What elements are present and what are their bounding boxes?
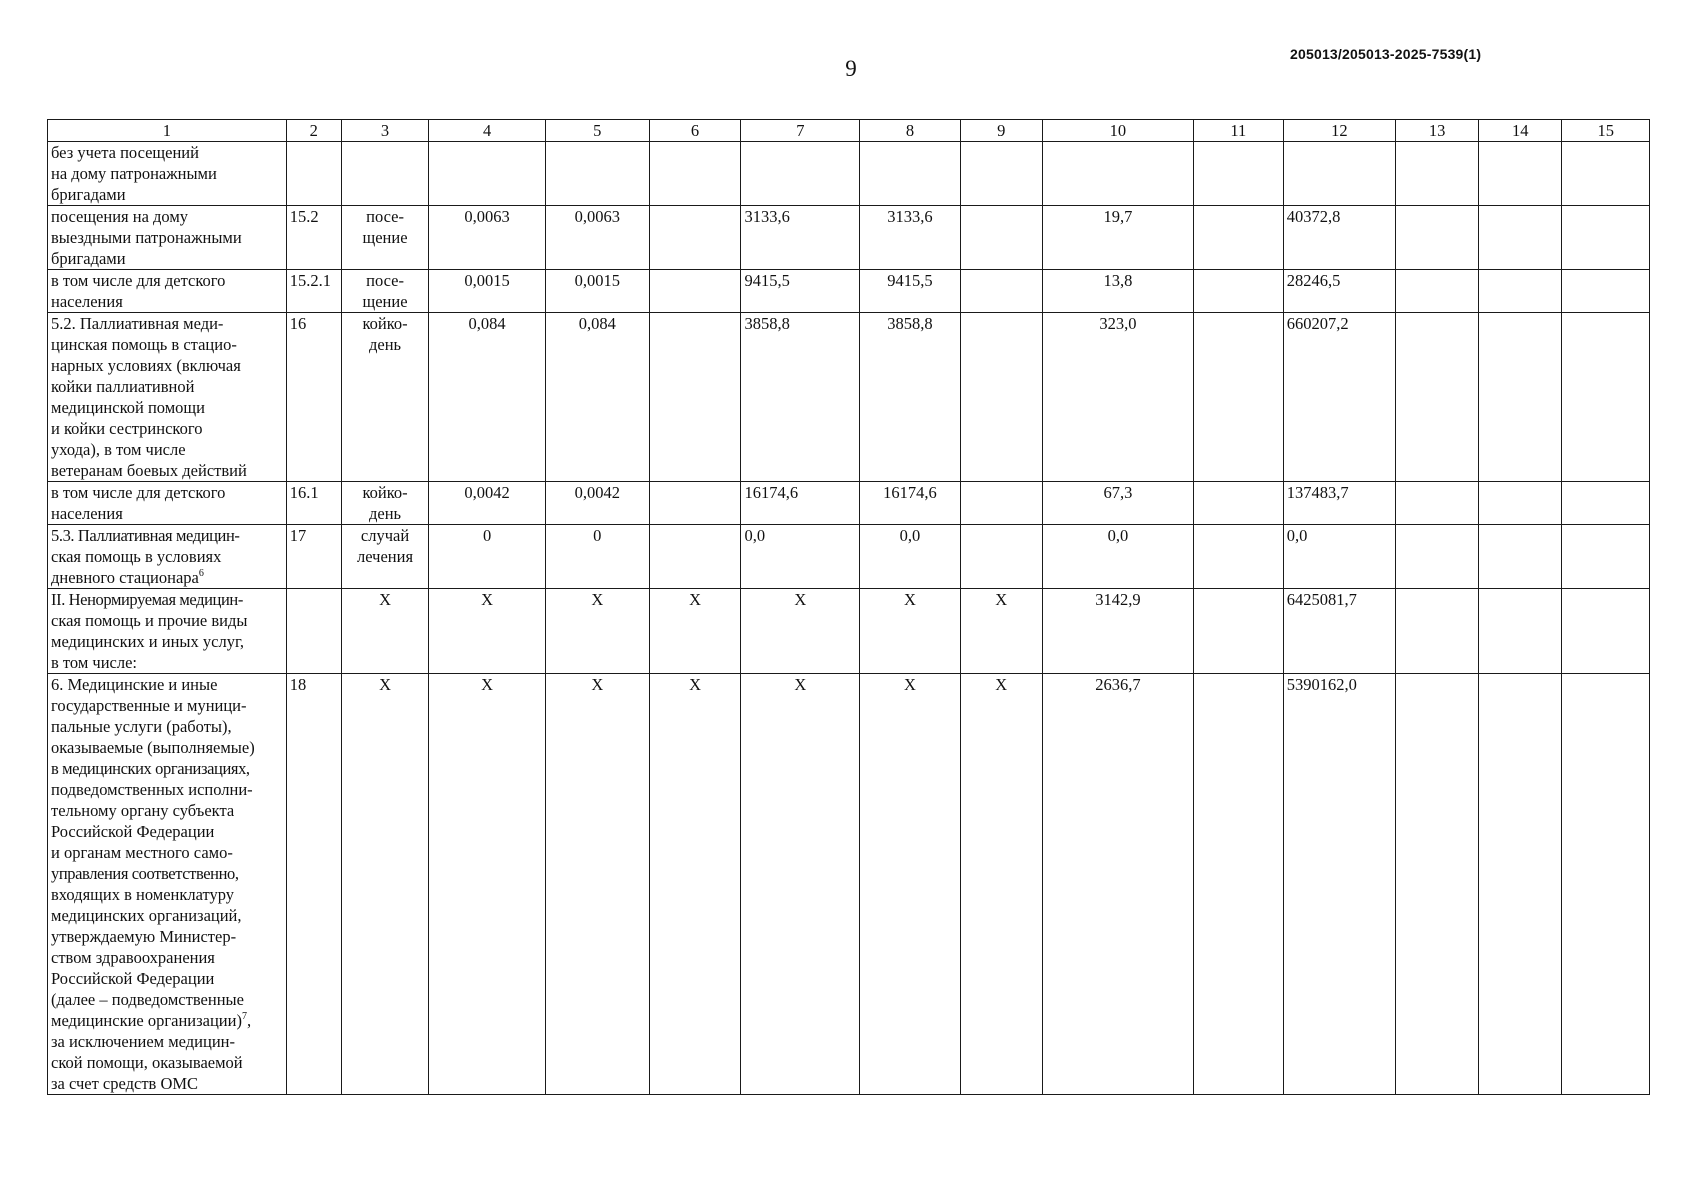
cell-col-13 xyxy=(1396,270,1479,313)
cell-col-7: 3133,6 xyxy=(741,206,860,270)
cell-col-9 xyxy=(960,206,1042,270)
cell-col-12: 0,0 xyxy=(1283,525,1395,589)
cell-col-8: 3858,8 xyxy=(860,313,960,482)
row-name-line: населения xyxy=(51,504,123,523)
cell-col-13 xyxy=(1396,525,1479,589)
cell-col-4: 0,0015 xyxy=(429,270,546,313)
cell-col-7 xyxy=(741,142,860,206)
row-name-line: 6. Медицинские и иные xyxy=(51,675,218,694)
cell-col-9 xyxy=(960,482,1042,525)
cell-col-12: 660207,2 xyxy=(1283,313,1395,482)
row-unit-cell xyxy=(341,142,428,206)
cell-col-5: X xyxy=(545,674,649,1095)
cell-col-14 xyxy=(1479,525,1562,589)
column-number-cell: 2 xyxy=(286,120,341,142)
cell-col-11 xyxy=(1194,589,1284,674)
cell-col-12: 6425081,7 xyxy=(1283,589,1395,674)
cell-col-4: 0,0042 xyxy=(429,482,546,525)
cell-col-4: X xyxy=(429,589,546,674)
table-row xyxy=(48,525,1650,589)
row-unit-cell xyxy=(341,482,428,525)
cell-col-5: 0 xyxy=(545,525,649,589)
column-number-cell: 7 xyxy=(741,120,860,142)
row-code-cell: 16.1 xyxy=(286,482,341,525)
row-name-line: управления соответственно, xyxy=(51,864,239,883)
row-unit-line: посе- xyxy=(366,207,404,226)
cell-col-10: 13,8 xyxy=(1042,270,1193,313)
cell-col-10: 19,7 xyxy=(1042,206,1193,270)
page-number: 9 xyxy=(845,56,857,81)
row-name-line: медицинских организаций, xyxy=(51,906,242,925)
cell-col-11 xyxy=(1194,674,1284,1095)
cell-col-4: 0,0063 xyxy=(429,206,546,270)
cell-col-9: X xyxy=(960,589,1042,674)
cell-col-7: 9415,5 xyxy=(741,270,860,313)
row-name-line: за счет средств ОМС xyxy=(51,1074,199,1093)
row-unit-cell xyxy=(341,313,428,482)
cell-col-7: X xyxy=(741,674,860,1095)
table-row xyxy=(48,206,1650,270)
cell-col-12: 28246,5 xyxy=(1283,270,1395,313)
row-name-line: оказываемые (выполняемые) xyxy=(51,738,255,757)
cell-col-8: 9415,5 xyxy=(860,270,960,313)
cell-col-8: X xyxy=(860,674,960,1095)
row-name-line: государственные и муници- xyxy=(51,696,247,715)
cell-col-9 xyxy=(960,525,1042,589)
cell-col-15 xyxy=(1562,142,1650,206)
row-name-cell xyxy=(48,525,287,589)
row-name-line: без учета посещений xyxy=(51,143,199,162)
data-table xyxy=(47,119,1650,1095)
cell-col-6 xyxy=(649,313,741,482)
row-name-line: II. Ненормируемая медицин- xyxy=(51,590,243,609)
cell-col-5: 0,0015 xyxy=(545,270,649,313)
column-number-cell: 14 xyxy=(1479,120,1562,142)
column-number-cell: 12 xyxy=(1283,120,1395,142)
row-name-line: койки паллиативной xyxy=(51,377,195,396)
row-name-line: ством здравоохранения xyxy=(51,948,215,967)
cell-col-15 xyxy=(1562,674,1650,1095)
cell-col-4 xyxy=(429,142,546,206)
row-name-line: населения xyxy=(51,292,123,311)
column-number-row xyxy=(48,120,1650,142)
table-row xyxy=(48,589,1650,674)
cell-col-12 xyxy=(1283,142,1395,206)
row-name-line: посещения на дому xyxy=(51,207,189,226)
row-name-line: пальные услуги (работы), xyxy=(51,717,232,736)
cell-col-13 xyxy=(1396,142,1479,206)
cell-col-7: X xyxy=(741,589,860,674)
cell-col-15 xyxy=(1562,270,1650,313)
table-row xyxy=(48,674,1650,1095)
row-name-cell xyxy=(48,206,287,270)
row-name-cell xyxy=(48,674,287,1095)
cell-col-11 xyxy=(1194,482,1284,525)
cell-col-5: X xyxy=(545,589,649,674)
row-name-line: тельному органу субъекта xyxy=(51,801,235,820)
footnote-tail: , xyxy=(246,1011,252,1030)
row-code-cell xyxy=(286,589,341,674)
cell-col-11 xyxy=(1194,270,1284,313)
cell-col-14 xyxy=(1479,206,1562,270)
cell-col-14 xyxy=(1479,482,1562,525)
row-unit-line: день xyxy=(369,504,402,523)
cell-col-6: X xyxy=(649,674,741,1095)
cell-col-5: 0,0042 xyxy=(545,482,649,525)
cell-col-11 xyxy=(1194,525,1284,589)
row-unit-line: случай xyxy=(360,526,410,545)
cell-col-15 xyxy=(1562,313,1650,482)
cell-col-8: 16174,6 xyxy=(860,482,960,525)
cell-col-8 xyxy=(860,142,960,206)
cell-col-5 xyxy=(545,142,649,206)
cell-col-13 xyxy=(1396,589,1479,674)
cell-col-10 xyxy=(1042,142,1193,206)
column-number-cell: 3 xyxy=(341,120,428,142)
footnote-marker: 7 xyxy=(241,1011,247,1022)
row-name-line: Российской Федерации xyxy=(51,822,215,841)
row-unit-line: койко- xyxy=(362,314,408,333)
row-unit-line: лечения xyxy=(357,547,414,566)
row-name-line: нарных условиях (включая xyxy=(51,356,241,375)
cell-col-10: 3142,9 xyxy=(1042,589,1193,674)
row-unit-line: койко- xyxy=(362,483,408,502)
cell-col-9 xyxy=(960,313,1042,482)
row-name-line: цинская помощь в стацио- xyxy=(51,335,237,354)
row-unit-cell xyxy=(341,589,428,674)
column-number-cell: 8 xyxy=(860,120,960,142)
row-unit-cell xyxy=(341,206,428,270)
row-unit-cell xyxy=(341,270,428,313)
row-name-line: медицинских и иных услуг, xyxy=(51,632,244,651)
cell-col-13 xyxy=(1396,674,1479,1095)
cell-col-11 xyxy=(1194,142,1284,206)
cell-col-10: 0,0 xyxy=(1042,525,1193,589)
cell-col-11 xyxy=(1194,313,1284,482)
row-name-line: в медицинских организациях, xyxy=(51,759,250,778)
row-name-line: на дому патронажными xyxy=(51,164,217,183)
cell-col-14 xyxy=(1479,589,1562,674)
row-unit-cell xyxy=(341,525,428,589)
table-row xyxy=(48,270,1650,313)
row-code-cell: 16 xyxy=(286,313,341,482)
table-row xyxy=(48,142,1650,206)
row-name-line: и органам местного само- xyxy=(51,843,233,862)
row-name-line: ская помощь и прочие виды xyxy=(51,611,248,630)
cell-col-8: X xyxy=(860,589,960,674)
cell-col-11 xyxy=(1194,206,1284,270)
row-name-cell xyxy=(48,270,287,313)
row-name-line: (далее – подведомственные xyxy=(51,990,244,1009)
row-name-line: медицинской помощи xyxy=(51,398,205,417)
cell-col-12: 40372,8 xyxy=(1283,206,1395,270)
cell-col-6: X xyxy=(649,589,741,674)
row-code-cell: 17 xyxy=(286,525,341,589)
cell-col-14 xyxy=(1479,142,1562,206)
cell-col-7: 16174,6 xyxy=(741,482,860,525)
row-code-cell xyxy=(286,142,341,206)
row-name-line: 5.3. Паллиативная медицин- xyxy=(51,526,240,545)
cell-col-5: 0,084 xyxy=(545,313,649,482)
row-name-line: в том числе для детского xyxy=(51,271,226,290)
cell-col-4: X xyxy=(429,674,546,1095)
row-name-line: бригадами xyxy=(51,249,126,268)
column-number-cell: 11 xyxy=(1194,120,1284,142)
row-name-line: выездными патронажными xyxy=(51,228,242,247)
cell-col-6 xyxy=(649,206,741,270)
table-row xyxy=(48,313,1650,482)
cell-col-12: 5390162,0 xyxy=(1283,674,1395,1095)
cell-col-10: 323,0 xyxy=(1042,313,1193,482)
row-name-line: в том числе: xyxy=(51,653,138,672)
row-name-cell xyxy=(48,142,287,206)
column-number-cell: 10 xyxy=(1042,120,1193,142)
row-code-cell: 15.2 xyxy=(286,206,341,270)
cell-col-14 xyxy=(1479,674,1562,1095)
row-name-line: и койки сестринского xyxy=(51,419,203,438)
column-number-cell: 9 xyxy=(960,120,1042,142)
cell-col-15 xyxy=(1562,589,1650,674)
cell-col-5: 0,0063 xyxy=(545,206,649,270)
cell-col-15 xyxy=(1562,206,1650,270)
cell-col-7: 3858,8 xyxy=(741,313,860,482)
row-unit-line: посе- xyxy=(366,271,404,290)
cell-col-6 xyxy=(649,142,741,206)
row-name-line: дневного стационара$^6$ xyxy=(51,568,204,587)
row-name-line: медицинские организации)$^7$, xyxy=(51,1011,252,1030)
row-name-line: утверждаемую Министер- xyxy=(51,927,237,946)
row-name-line: в том числе для детского xyxy=(51,483,226,502)
cell-col-14 xyxy=(1479,313,1562,482)
cell-col-9 xyxy=(960,142,1042,206)
row-unit-line: X xyxy=(379,590,391,609)
row-unit-cell xyxy=(341,674,428,1095)
cell-col-6 xyxy=(649,270,741,313)
cell-col-6 xyxy=(649,525,741,589)
cell-col-13 xyxy=(1396,482,1479,525)
row-name-line: бригадами xyxy=(51,185,126,204)
column-number-cell: 15 xyxy=(1562,120,1650,142)
column-number-cell: 4 xyxy=(429,120,546,142)
cell-col-12: 137483,7 xyxy=(1283,482,1395,525)
footnote-marker: 6 xyxy=(198,568,204,579)
row-code-cell: 18 xyxy=(286,674,341,1095)
row-unit-line: X xyxy=(379,675,391,694)
cell-col-8: 0,0 xyxy=(860,525,960,589)
cell-col-15 xyxy=(1562,482,1650,525)
cell-col-15 xyxy=(1562,525,1650,589)
cell-col-9 xyxy=(960,270,1042,313)
cell-col-4: 0,084 xyxy=(429,313,546,482)
cell-col-10: 2636,7 xyxy=(1042,674,1193,1095)
column-number-cell: 6 xyxy=(649,120,741,142)
row-name-cell xyxy=(48,589,287,674)
row-name-cell xyxy=(48,482,287,525)
row-code-cell: 15.2.1 xyxy=(286,270,341,313)
row-name-line: Российской Федерации xyxy=(51,969,215,988)
row-name-line: 5.2. Паллиативная меди- xyxy=(51,314,224,333)
document-id: 205013/205013-2025-7539(1) xyxy=(1290,46,1482,62)
row-unit-line: день xyxy=(369,335,402,354)
row-name-line: ветеранам боевых действий xyxy=(51,461,247,480)
cell-col-14 xyxy=(1479,270,1562,313)
row-unit-line: щение xyxy=(362,292,408,311)
row-unit-line: щение xyxy=(362,228,408,247)
row-name-line: ухода), в том числе xyxy=(51,440,186,459)
table-row xyxy=(48,482,1650,525)
cell-col-10: 67,3 xyxy=(1042,482,1193,525)
column-number-cell: 13 xyxy=(1396,120,1479,142)
cell-col-9: X xyxy=(960,674,1042,1095)
cell-col-13 xyxy=(1396,206,1479,270)
row-name-cell xyxy=(48,313,287,482)
cell-col-4: 0 xyxy=(429,525,546,589)
cell-col-6 xyxy=(649,482,741,525)
column-number-cell: 1 xyxy=(48,120,287,142)
cell-col-13 xyxy=(1396,313,1479,482)
row-name-line: входящих в номенклатуру xyxy=(51,885,235,904)
row-name-line: за исключением медицин- xyxy=(51,1032,235,1051)
row-name-line: ской помощи, оказываемой xyxy=(51,1053,243,1072)
row-name-line: подведомственных исполни- xyxy=(51,780,253,799)
cell-col-8: 3133,6 xyxy=(860,206,960,270)
column-number-cell: 5 xyxy=(545,120,649,142)
cell-col-7: 0,0 xyxy=(741,525,860,589)
row-name-line: ская помощь в условиях xyxy=(51,547,222,566)
